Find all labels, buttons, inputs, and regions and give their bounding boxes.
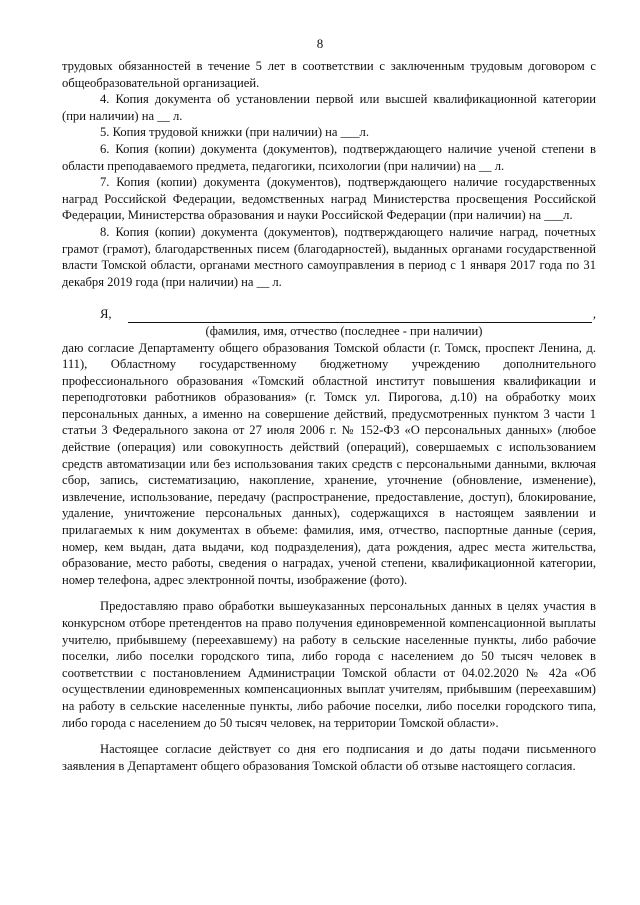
fio-blank-field[interactable] [128, 310, 592, 323]
document-body [62, 58, 596, 774]
list-item-7: 7. Копия (копии) документа (документов), подтверждающего наличие государственных наград Российской Федерации, ведомственных наград Министерства просвещения Российской Федерации, Министерства образования и науки Российской Федерации (при наличии) на ___л. [62, 175, 596, 223]
intro-paragraph: трудовых обязанностей в течение 5 лет в соответствии с заключенным трудовым договором с общеобразовательной организацией. [62, 59, 596, 90]
list-item-8: 8. Копия (копии) документа (документов), подтверждающего наличие наград, почетных грамот (грамот), благодарственных писем (благодарностей), выданных органами государственной власти Томской области, органами местного самоуправления в период с 1 января 2017 года по 31 декабря 2019 года (при наличии) на __ л. [62, 224, 596, 289]
ya-label: Я, [100, 307, 112, 322]
fio-comma: , [592, 307, 596, 322]
list-item-5: 5. Копия трудовой книжки (при наличии) на ___л. [100, 125, 369, 140]
consent-purpose-paragraph: Предоставляю право обработки вышеуказанных персональных данных в целях участия в конкурсном отборе претендентов на право получения единовременной компенсационной выплаты учителю, прибывшему (переехавшему) на работу в сельские населенные пункты, либо рабочие поселки, либо поселки городского типа, либо города с населением до 50 тысяч человек в соответствии с постановлением Администрации Томской области от 04.02.2020 № 42а «Об осуществлении единовременных компенсационных выплат учителям, прибывшим (переехавшим) на работу в сельские населенные пункты, либо рабочие поселки, либо поселки городского типа, либо города с населением до 50 тысяч человек, на территории Томской области». [62, 599, 596, 730]
fio-line [62, 306, 596, 323]
fio-caption: (фамилия, имя, отчество (последнее - при наличии) [205, 323, 483, 338]
consent-paragraph: даю согласие Департаменту общего образования Томской области (г. Томск, проспект Ленина, д. 111), Областному государственному бюджетному учреждению дополнительного профессионального образования «Томский областной институт повышения квалификации и переподготовки работников образования» (г. Томск ул. Пирогова, д.10) на обработку моих персональных данных, а именно на совершение действий, предусмотренных пунктом 3 части 1 статьи 3 Федерального закона от 27 июля 2006 г. № 152-ФЗ «О персональных данных» (любое действие (операция) или совокупность действий (операций), совершаемых с использованием средств автоматизации или без использования таких средств с персональными данными, включая сбор, запись, систематизацию, накопление, хранение, уточнение (обновление, изменение), извлечение, использование, передачу (распространение, предоставление, доступ), блокирование, удаление, уничтожение персональных данных), содержащихся в настоящем заявлении и прилагаемых к ним документах в объеме: фамилия, имя, отчество, паспортные данные (серия, номер, кем выдан, дата выдачи, код подразделения), дата рождения, адрес места жительства, образование, место работы, сведения о наградах, ученой степени, квалификационной категории, номер телефона, адрес электронной почты, изображение (фото). [62, 340, 596, 587]
consent-validity-paragraph: Настоящее согласие действует со дня его подписания и до даты подачи письменного заявления в Департамент общего образования Томской области об отзыве настоящего согласия. [62, 742, 596, 773]
list-item-6: 6. Копия (копии) документа (документов), подтверждающего наличие ученой степени в области преподаваемого предмета, педагогики, психологии (при наличии) на __ л. [62, 141, 596, 173]
list-item-4: 4. Копия документа об установлении первой или высшей квалификационной категории (при наличии) на __ л. [62, 92, 596, 123]
page-number: 8 [316, 36, 324, 51]
